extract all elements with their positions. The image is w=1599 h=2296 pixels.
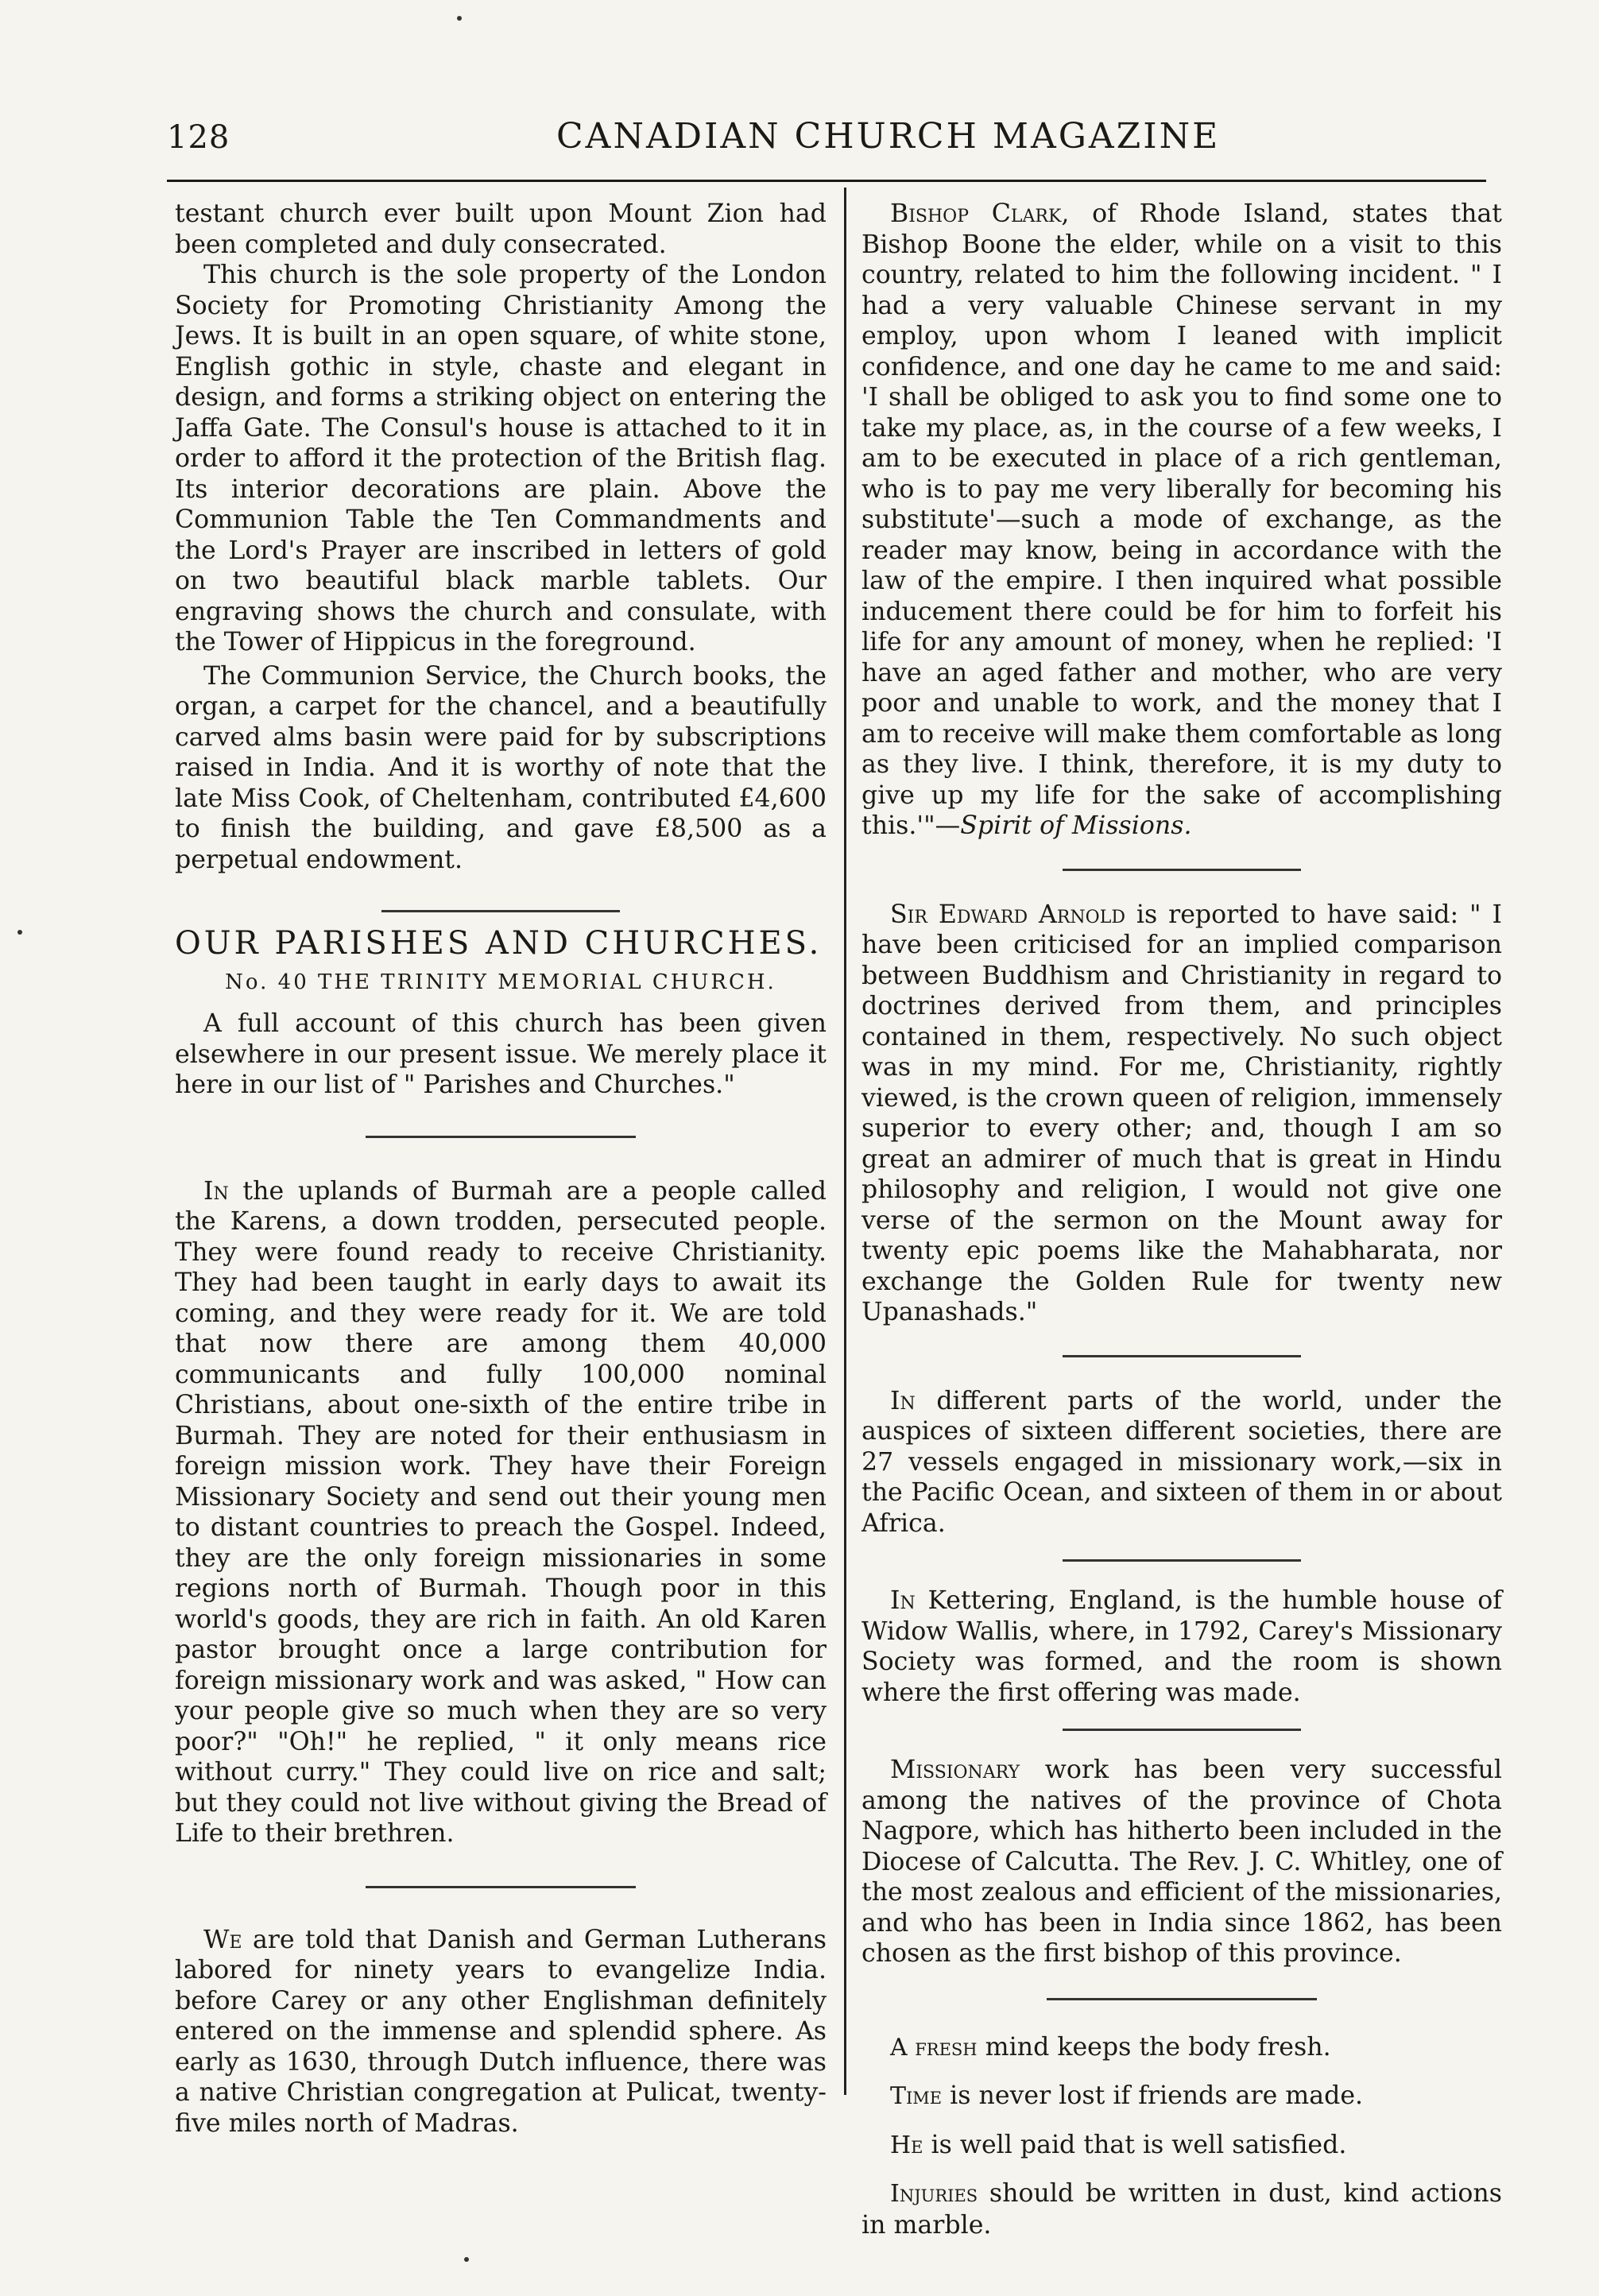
lead-word: In: [890, 1586, 916, 1615]
right-column: [861, 199, 1502, 2258]
article-continuation: testant church ever built upon Mount Zion had been completed and duly consecrated.: [175, 199, 827, 259]
page-number: 128: [167, 119, 230, 156]
paragraph-text: are told that Danish and German Lutherans labored for ninety years to evangelize India. before Carey or any other Englishman definitely entered on the immense and splendid sphere. As early as 1630, through Dutch influence, there was a native Christian congregation at Pulicat, twenty-five miles north of Madras.: [175, 1925, 827, 2138]
lead-word: In: [890, 1386, 916, 1415]
paragraph-text: of Rhode Island, states that Bishop Boone the elder, while on a visit to this country, related to him the following incident. " I had a very valuable Chinese servant in my employ, upon whom I leaned with implicit confidence, and one day he came to me and said: 'I shall be obliged to ask you to find some one to take my place, as, in the course of a few weeks, I am to be executed in place of a rich gentleman, who is to pay me very liberally for becoming his substitute'—such a mode of exchange, as the reader may know, being in accordance with the law of the empire. I then inquired what possible inducement there could be for him to forfeit his life for any amount of money, when he replied: 'I have an aged father and mother, who are very poor and unable to work, and the money that I am to receive will make them comfortable as long as they live. I think, therefore, it is my duty to give up my life for the sake of accomplishing this.'"—: [861, 199, 1502, 840]
maxim-text: is well paid that is well satisfied.: [923, 2130, 1347, 2159]
lead-word: Bishop Clark,: [890, 199, 1070, 228]
separator-rule: [1063, 1559, 1301, 1562]
maxim-item: [861, 2130, 1502, 2162]
paragraph-text: the uplands of Burmah are a people called the Karens, a down trodden, persecuted people. They were found ready to receive Christianity. They had been taught in early days to await its coming, and they were ready for it. We are told that now there are among them 40,000 communicants and fully 100,000 nominal Christians, about one-sixth of the entire tribe in Burmah. They are noted for their enthusiasm in foreign mission work. They have their Foreign Missionary Society and send out their young men to distant countries to preach the Gospel. Indeed, they are the only foreign missionaries in some regions north of Burmah. Though poor in this world's goods, they are rich in faith. An old Karen pastor brought once a large contribution for foreign missionary work and was asked, " How can your people give so much when they are so very poor?" "Oh!" he replied, " it only means rice without curry." They could live on rice and salt; but they could not live without giving the Bread of Life to their brethren.: [175, 1176, 827, 1848]
lead-word: In: [203, 1176, 229, 1206]
maxim-item: [861, 2032, 1502, 2064]
ink-speck-bottom: [464, 2257, 469, 2262]
separator-rule: [381, 910, 620, 912]
lead-word: We: [203, 1925, 242, 1954]
article-paragraph: [861, 199, 1502, 842]
paragraph-text: work has been very successful among the natives of the province of Chota Nagpore, which has hitherto been included in the Diocese of Calcutta. The Rev. J. C. Whitley, one of the most zealous and efficient of the missionaries, and who has been in India since 1862, has been chosen as the first bishop of this province.: [861, 1756, 1502, 1968]
article-paragraph: [861, 1755, 1502, 1969]
article-paragraph: This church is the sole property of the London Society for Promoting Christianity Among the Jews. It is built in an open square, of white stone, English gothic in style, chaste and elegant in design, and forms a striking object on entering the Jaffa Gate. The Consul's house is attached to it in order to afford it the protection of the British flag. Its interior decorations are plain. Above the Communion Table the Ten Commandments and the Lord's Prayer are inscribed in letters of gold on two beautiful black marble tablets. Our engraving shows the church and consulate, with the Tower of Hippicus in the foreground.: [175, 261, 827, 656]
article-paragraph: A full account of this church has been given elsewhere in our present issue. We merely place it here in our list of " Parishes and Churches.": [175, 1009, 827, 1099]
article-paragraph: [861, 1386, 1502, 1539]
separator-rule: [366, 1886, 636, 1888]
article-paragraph: [861, 900, 1502, 1328]
running-title: CANADIAN CHURCH MAGAZINE: [556, 116, 1221, 157]
section-heading: OUR PARISHES AND CHURCHES.: [175, 925, 823, 962]
ink-speck-left: [17, 930, 22, 935]
separator-rule: [1047, 1998, 1317, 2000]
article-paragraph: [175, 1176, 827, 1849]
lead-word: Time: [890, 2082, 943, 2110]
article-paragraph: [861, 1586, 1502, 1708]
lead-word: Sir Edward Arnold: [890, 900, 1125, 929]
column-divider: [844, 188, 846, 2095]
maxim-text: should be written in dust, kind actions in marble.: [861, 2179, 1502, 2240]
lead-word: Missionary: [890, 1756, 1020, 1784]
header-rule: [167, 180, 1486, 182]
maxim-text: mind keeps the body fresh.: [977, 2032, 1331, 2062]
ink-speck-top: [457, 16, 462, 21]
paragraph-text: is reported to have said: " I have been criticised for an implied comparison between Buddhism and Christianity in regard to doctrines derived from them, and principles contained in them, respectively. No such object was in my mind. For me, Christianity, rightly viewed, is the crown queen of religion, immensely superior to every other; and, though I am so great an admirer of much that is great in Hindu philosophy and religion, I would not give one verse of the sermon on the Mount away for twenty epic poems like the Mahabharata, nor exchange the Golden Rule for twenty new Upanashads.": [861, 900, 1502, 1326]
church-subheading: No. 40 THE TRINITY MEMORIAL CHURCH.: [225, 970, 776, 994]
separator-rule: [1063, 869, 1301, 871]
maxims-list: [861, 2032, 1502, 2241]
separator-rule: [366, 1136, 636, 1138]
separator-rule: [1063, 1729, 1301, 1731]
paragraph-text: different parts of the world, under the auspices of sixteen different societies, there are 27 vessels engaged in missionary work,—six in the Pacific Ocean, and sixteen of them in or about Africa.: [861, 1386, 1502, 1538]
lead-word: He: [890, 2131, 923, 2159]
left-column: [175, 199, 827, 2139]
separator-rule: [1063, 1355, 1301, 1357]
lead-word: A fresh: [890, 2033, 978, 2062]
article-paragraph: [175, 1925, 827, 2139]
paragraph-text: Kettering, England, is the humble house of Widow Wallis, where, in 1792, Carey's Missionary Society was formed, and the room is shown where the first offering was made.: [861, 1586, 1502, 1707]
maxim-text: is never lost if friends are made.: [942, 2081, 1364, 2110]
maxim-item: [861, 2178, 1502, 2240]
article-paragraph: The Communion Service, the Church books, the organ, a carpet for the chancel, and a beautifully carved alms basin were paid for by subscriptions raised in India. And it is worthy of note that the late Miss Cook, of Cheltenham, contributed £4,600 to finish the building, and gave £8,500 as a perpetual endowment.: [175, 661, 827, 874]
lead-word: Injuries: [890, 2180, 978, 2208]
maxim-item: [861, 2081, 1502, 2112]
source-citation: Spirit of Missions.: [960, 811, 1192, 840]
